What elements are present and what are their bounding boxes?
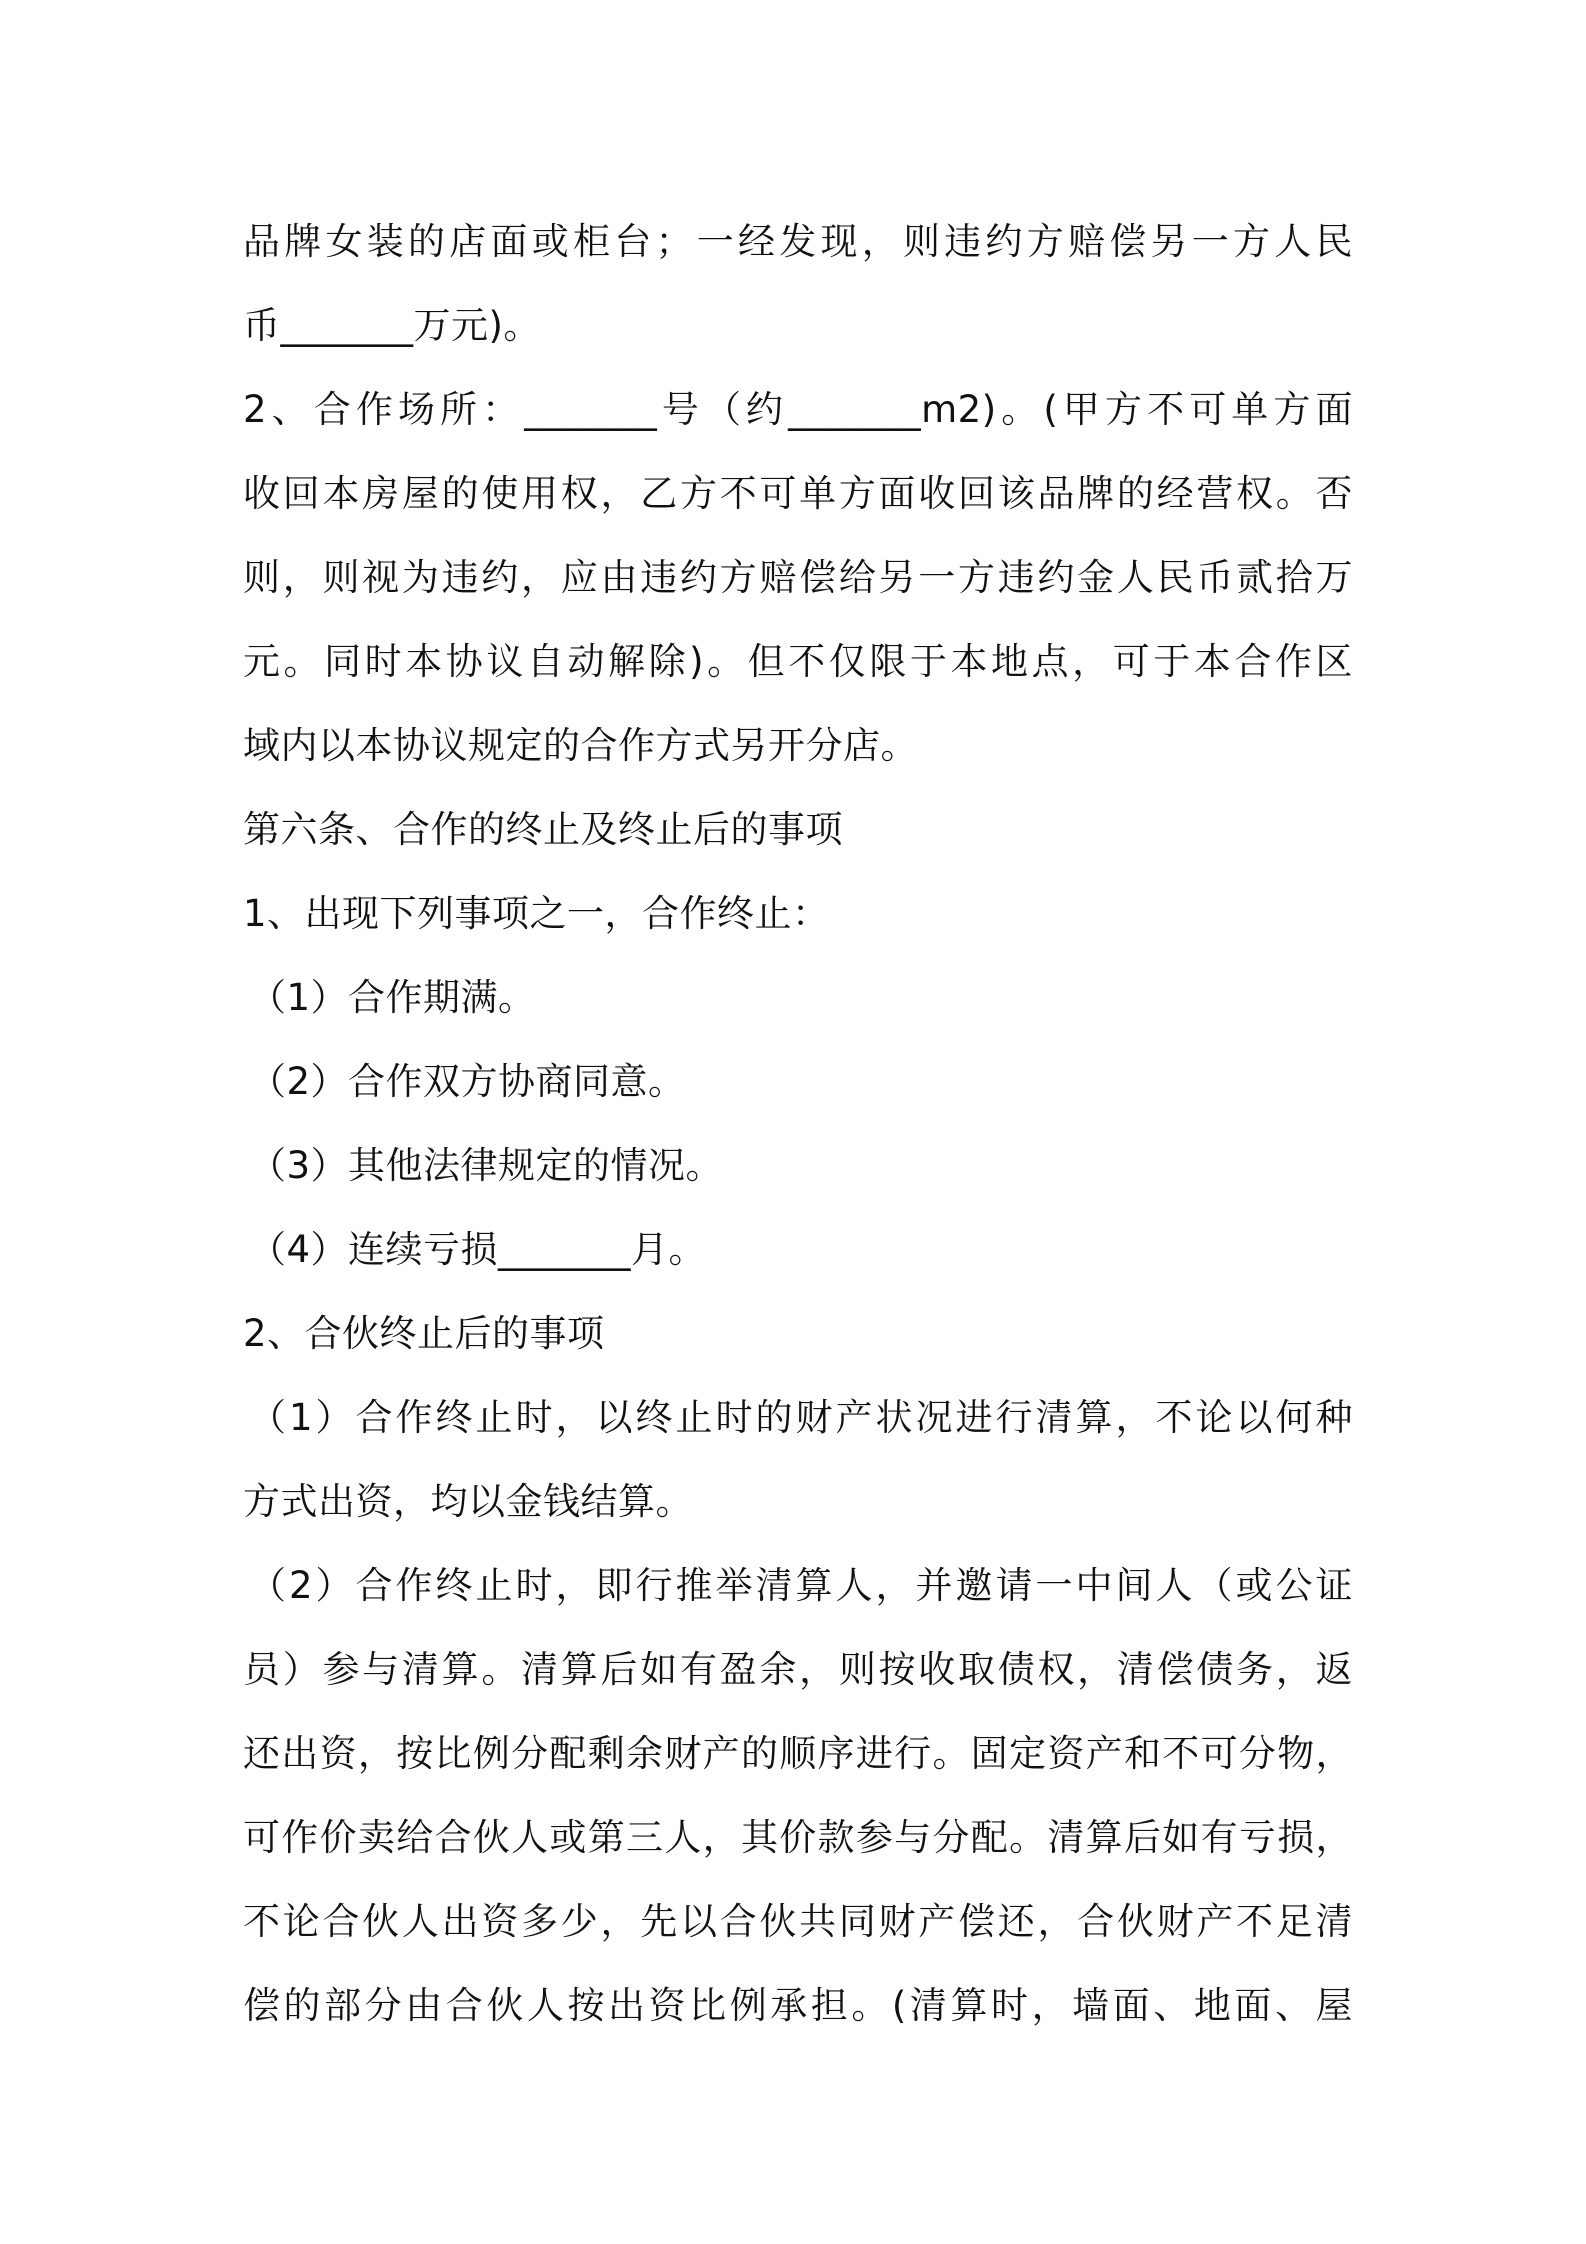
paragraph-line: 则，则视为违约，应由违约方赔偿给另一方违约金人民币贰拾万 bbox=[243, 556, 1353, 599]
paragraph-line: 域内以本协议规定的合作方式另开分店。 bbox=[243, 724, 918, 767]
list-item: （4）连续亏损_______月。 bbox=[249, 1228, 707, 1271]
paragraph-line: 员）参与清算。清算后如有盈余，则按收取债权，清偿债务，返 bbox=[243, 1648, 1353, 1691]
list-item: （1）合作期满。 bbox=[249, 976, 536, 1019]
list-item: （3）其他法律规定的情况。 bbox=[249, 1144, 724, 1187]
clause-heading: 2、合伙终止后的事项 bbox=[243, 1312, 605, 1355]
section-heading: 第六条、合作的终止及终止后的事项 bbox=[243, 808, 843, 851]
paragraph-line: 收回本房屋的使用权，乙方不可单方面收回该品牌的经营权。否 bbox=[243, 472, 1353, 515]
paragraph-line: 元。同时本协议自动解除)。但不仅限于本地点，可于本合作区 bbox=[243, 640, 1353, 683]
paragraph-line: 还出资，按比例分配剩余财产的顺序进行。固定资产和不可分物， bbox=[243, 1732, 1353, 1775]
document-body bbox=[243, 200, 1353, 2048]
paragraph-line: 不论合伙人出资多少，先以合伙共同财产偿还，合伙财产不足清 bbox=[243, 1900, 1353, 1943]
paragraph-line: 方式出资，均以金钱结算。 bbox=[243, 1480, 693, 1523]
list-item: （2）合作双方协商同意。 bbox=[249, 1060, 686, 1103]
paragraph-line: 币_______万元)。 bbox=[243, 304, 541, 347]
clause-heading: 1、出现下列事项之一，合作终止： bbox=[243, 892, 830, 935]
paragraph-line: 偿的部分由合伙人按出资比例承担。(清算时，墙面、地面、屋 bbox=[243, 1984, 1353, 2027]
paragraph-line: 可作价卖给合伙人或第三人，其价款参与分配。清算后如有亏损， bbox=[243, 1816, 1353, 1859]
paragraph-line: 品牌女装的店面或柜台；一经发现，则违约方赔偿另一方人民 bbox=[243, 220, 1353, 263]
list-item: （1）合作终止时，以终止时的财产状况进行清算，不论以何种 bbox=[249, 1396, 1353, 1439]
list-item: （2）合作终止时，即行推举清算人，并邀请一中间人（或公证 bbox=[249, 1564, 1353, 1607]
paragraph-line: 2、合作场所：_______号（约_______m2)。(甲方不可单方面 bbox=[243, 388, 1353, 431]
